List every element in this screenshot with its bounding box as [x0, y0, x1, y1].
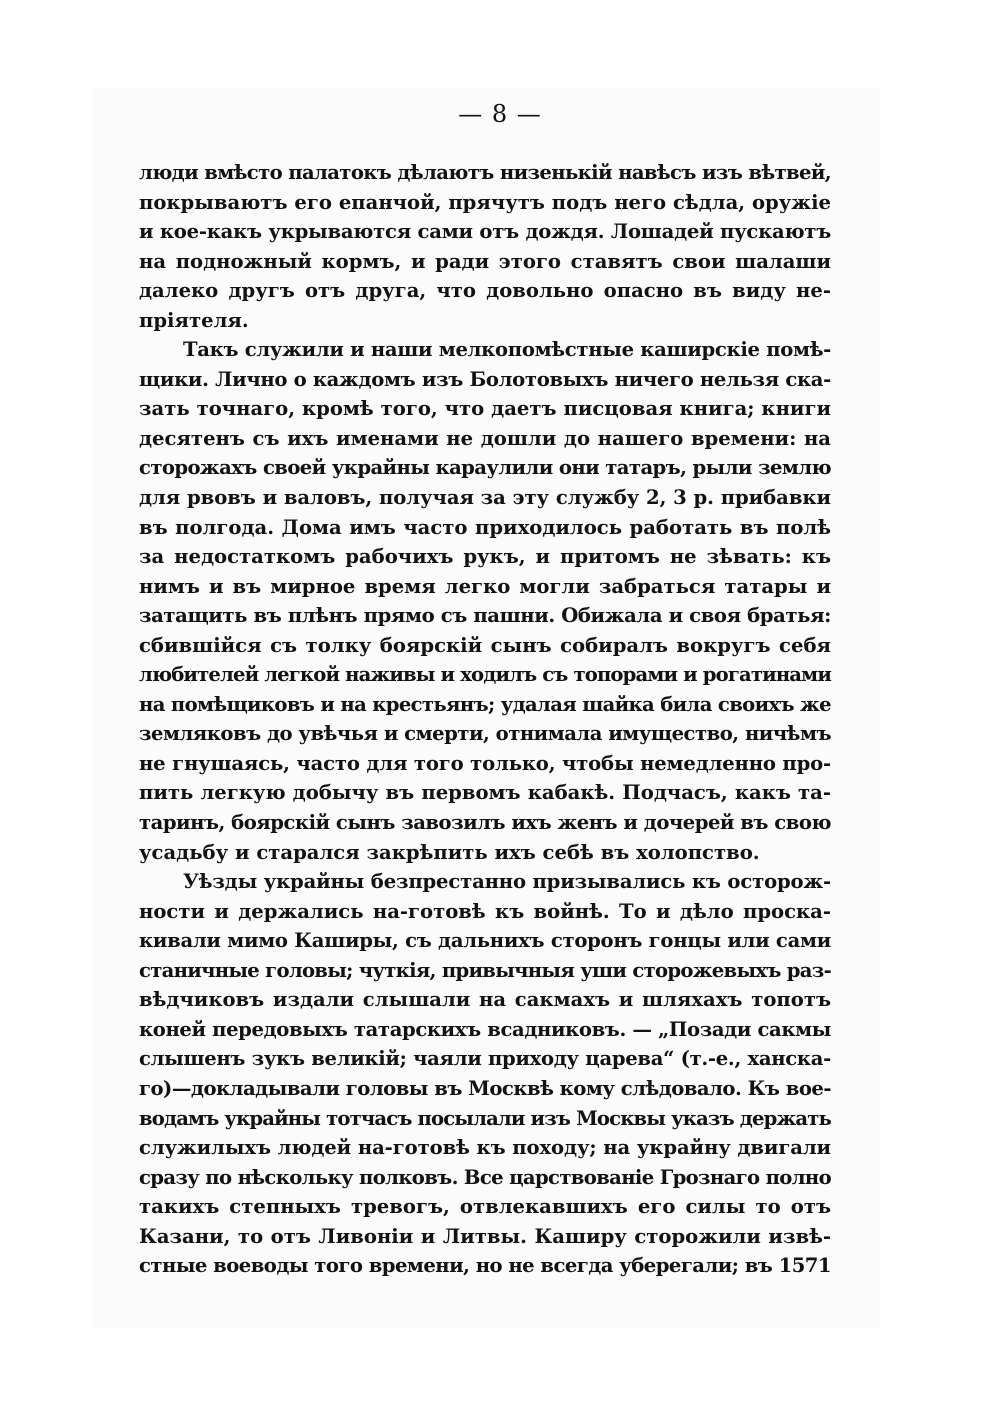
text-line: за недостаткомъ рабочихъ рукъ, и притомъ не зѣвать: къ	[139, 545, 831, 569]
text-line: далеко другъ отъ друга, что довольно опасно въ виду не-	[139, 279, 831, 303]
text-line: и кое-какъ укрываются сами отъ дождя. Лошадей пускаютъ	[139, 220, 831, 244]
text-line: Уѣзды украйны безпрестанно призывались къ осторож-	[183, 870, 831, 894]
text-line: на подножный кормъ, и ради этого ставятъ свои шалаши	[139, 249, 831, 273]
text-line: усадьбу и старался закрѣпить ихъ себѣ въ холопство.	[139, 840, 760, 864]
text-line: любителей легкой наживы и ходилъ съ топорами и рогатинами	[139, 663, 831, 687]
text-line: щики. Лично о каждомъ изъ Болотовыхъ ничего нельзя ска-	[139, 367, 831, 391]
text-line: слышенъ зукъ великій; чаяли приходу царева“ (т.-е., ханска-	[139, 1047, 831, 1071]
text-line: сразу по нѣскольку полковъ. Все царствованіе Грознаго полно	[139, 1165, 831, 1189]
text-line: таринъ, боярскій сынъ завозилъ ихъ женъ и дочерей въ свою	[139, 811, 832, 835]
text-line: го)—докладывали головы въ Москвѣ кому слѣдовало. Къ вое-	[139, 1076, 832, 1100]
text-line: вѣдчиковъ издали слышали на сакмахъ и шляхахъ топотъ	[139, 988, 831, 1012]
text-line: земляковъ до увѣчья и смерти, отнимала имущество, ничѣмъ	[139, 722, 831, 746]
text-line: станичные головы; чуткія, привычныя уши сторожевыхъ раз-	[139, 958, 831, 982]
text-line: десятенъ съ ихъ именами не дошли до нашего времени: на	[139, 426, 831, 450]
text-line: водамъ украйны тотчасъ посылали изъ Москвы указъ держать	[139, 1106, 831, 1130]
text-line: Такъ служили и наши мелкопомѣстные каширскіе помѣ-	[183, 338, 832, 362]
text-line: сбившійся съ толку боярскій сынъ собиралъ вокругъ себя	[139, 633, 831, 657]
text-line: для рвовъ и валовъ, получая за эту службу 2, 3 р. прибавки	[139, 486, 831, 510]
text-line: Казани, то отъ Ливоніи и Литвы. Каширу сторожили извѣ-	[139, 1224, 831, 1248]
text-line: кивали мимо Каширы, съ дальнихъ сторонъ гонцы или сами	[139, 929, 831, 953]
text-line: коней передовыхъ татарскихъ всадниковъ. — „Позади сакмы	[139, 1017, 831, 1041]
text-line: нимъ и въ мирное время легко могли забраться татары и	[139, 574, 831, 598]
text-line: на помѣщиковъ и на крестьянъ; удалая шайка била своихъ же	[139, 692, 831, 716]
text-line: ности и держались на-готовѣ къ войнѣ. То и дѣло проска-	[139, 899, 831, 923]
text-line: затащить въ плѣнъ прямо съ пашни. Обижала и своя братья:	[139, 604, 831, 628]
text-line: пріятеля.	[139, 308, 249, 332]
text-line: люди вмѣсто палатокъ дѣлаютъ низенькій навѣсъ изъ вѣтвей,	[139, 161, 831, 184]
body-text	[139, 158, 831, 1281]
text-line: сторожахъ своей украйны караулили они татаръ, рыли землю	[139, 456, 831, 480]
text-line: покрываютъ его епанчой, прячутъ подъ него сѣдла, оружіе	[139, 190, 831, 214]
text-line: не гнушаясь, часто для того только, чтобы немедленно про-	[139, 751, 831, 775]
text-line: стные воеводы того времени, но не всегда уберегали; въ 1571	[139, 1254, 832, 1278]
text-line: такихъ степныхъ тревогъ, отвлекавшихъ его силы то отъ	[139, 1195, 831, 1219]
text-line: пить легкую добычу въ первомъ кабакѣ. Подчасъ, какъ та-	[139, 781, 831, 805]
text-line: служилыхъ людей на-готовѣ къ походу; на украйну двигали	[139, 1136, 831, 1160]
page-number: — 8 —	[458, 100, 542, 128]
text-line: зать точнаго, кромѣ того, что даетъ писцовая книга; книги	[139, 397, 831, 421]
text-line: въ полгода. Дома имъ часто приходилось работать въ полѣ	[139, 515, 831, 539]
